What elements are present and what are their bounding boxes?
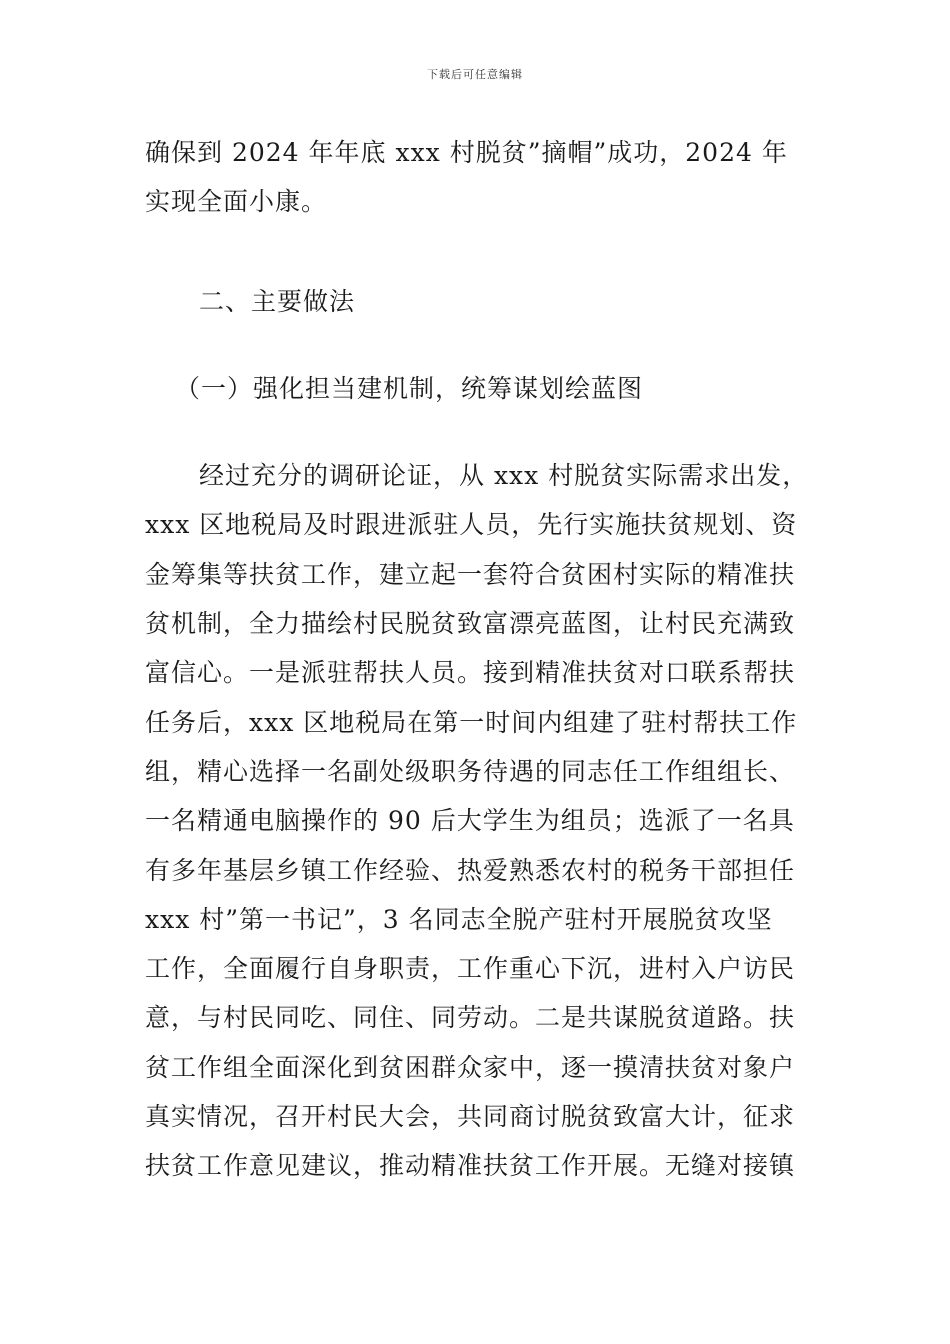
spacer (145, 413, 810, 451)
body-line: 扶贫工作意见建议，推动精准扶贫工作开展。无缝对接镇 (145, 1151, 796, 1181)
spacer (145, 326, 810, 364)
body-line: 贫工作组全面深化到贫困群众家中，逐一摸清扶贫对象户 (145, 1052, 796, 1082)
body-line: 工作，全面履行自身职责，工作重心下沉，进村入户访民 (145, 954, 796, 984)
body-line: 任务后，xxx 区地税局在第一时间内组建了驻村帮扶工作 (145, 707, 798, 737)
continuation-line: 实现全面小康。 (145, 187, 328, 217)
body-line: 组，精心选择一名副处级职务待遇的同志任工作组组长、 (145, 756, 796, 786)
spacer (145, 227, 810, 277)
body-line: 真实情况，召开村民大会，共同商讨脱贫致富大计，征求 (145, 1102, 796, 1132)
body-line: 有多年基层乡镇工作经验、热爱熟悉农村的税务干部担任 (145, 855, 796, 885)
body-line: 富信心。一是派驻帮扶人员。接到精准扶贫对口联系帮扶 (145, 658, 796, 688)
body-line: 意，与村民同吃、同住、同劳动。二是共谋脱贫道路。扶 (145, 1003, 796, 1033)
body-line: xxx 村”第一书记”，3 名同志全脱产驻村开展脱贫攻坚 (145, 904, 773, 934)
subsection-heading: （一）强化担当建机制，统筹谋划绘蓝图 (175, 373, 644, 403)
continuation-line: 确保到 2024 年年底 xxx 村脱贫”摘帽”成功，2024 年 (145, 138, 788, 167)
section-heading: 二、主要做法 (199, 286, 356, 316)
body-line: 经过充分的调研论证，从 xxx 村脱贫实际需求出发， (199, 461, 809, 491)
document-body (145, 128, 810, 1191)
body-line: 金筹集等扶贫工作，建立起一套符合贫困村实际的精准扶 (145, 559, 796, 589)
body-line: 一名精通电脑操作的 90 后大学生为组员；选派了一名具 (145, 806, 795, 836)
body-line: 贫机制，全力描绘村民脱贫致富漂亮蓝图，让村民充满致 (145, 609, 796, 639)
body-line: xxx 区地税局及时跟进派驻人员，先行实施扶贫规划、资 (145, 510, 798, 540)
header-note: 下载后可任意编辑 (427, 68, 523, 81)
